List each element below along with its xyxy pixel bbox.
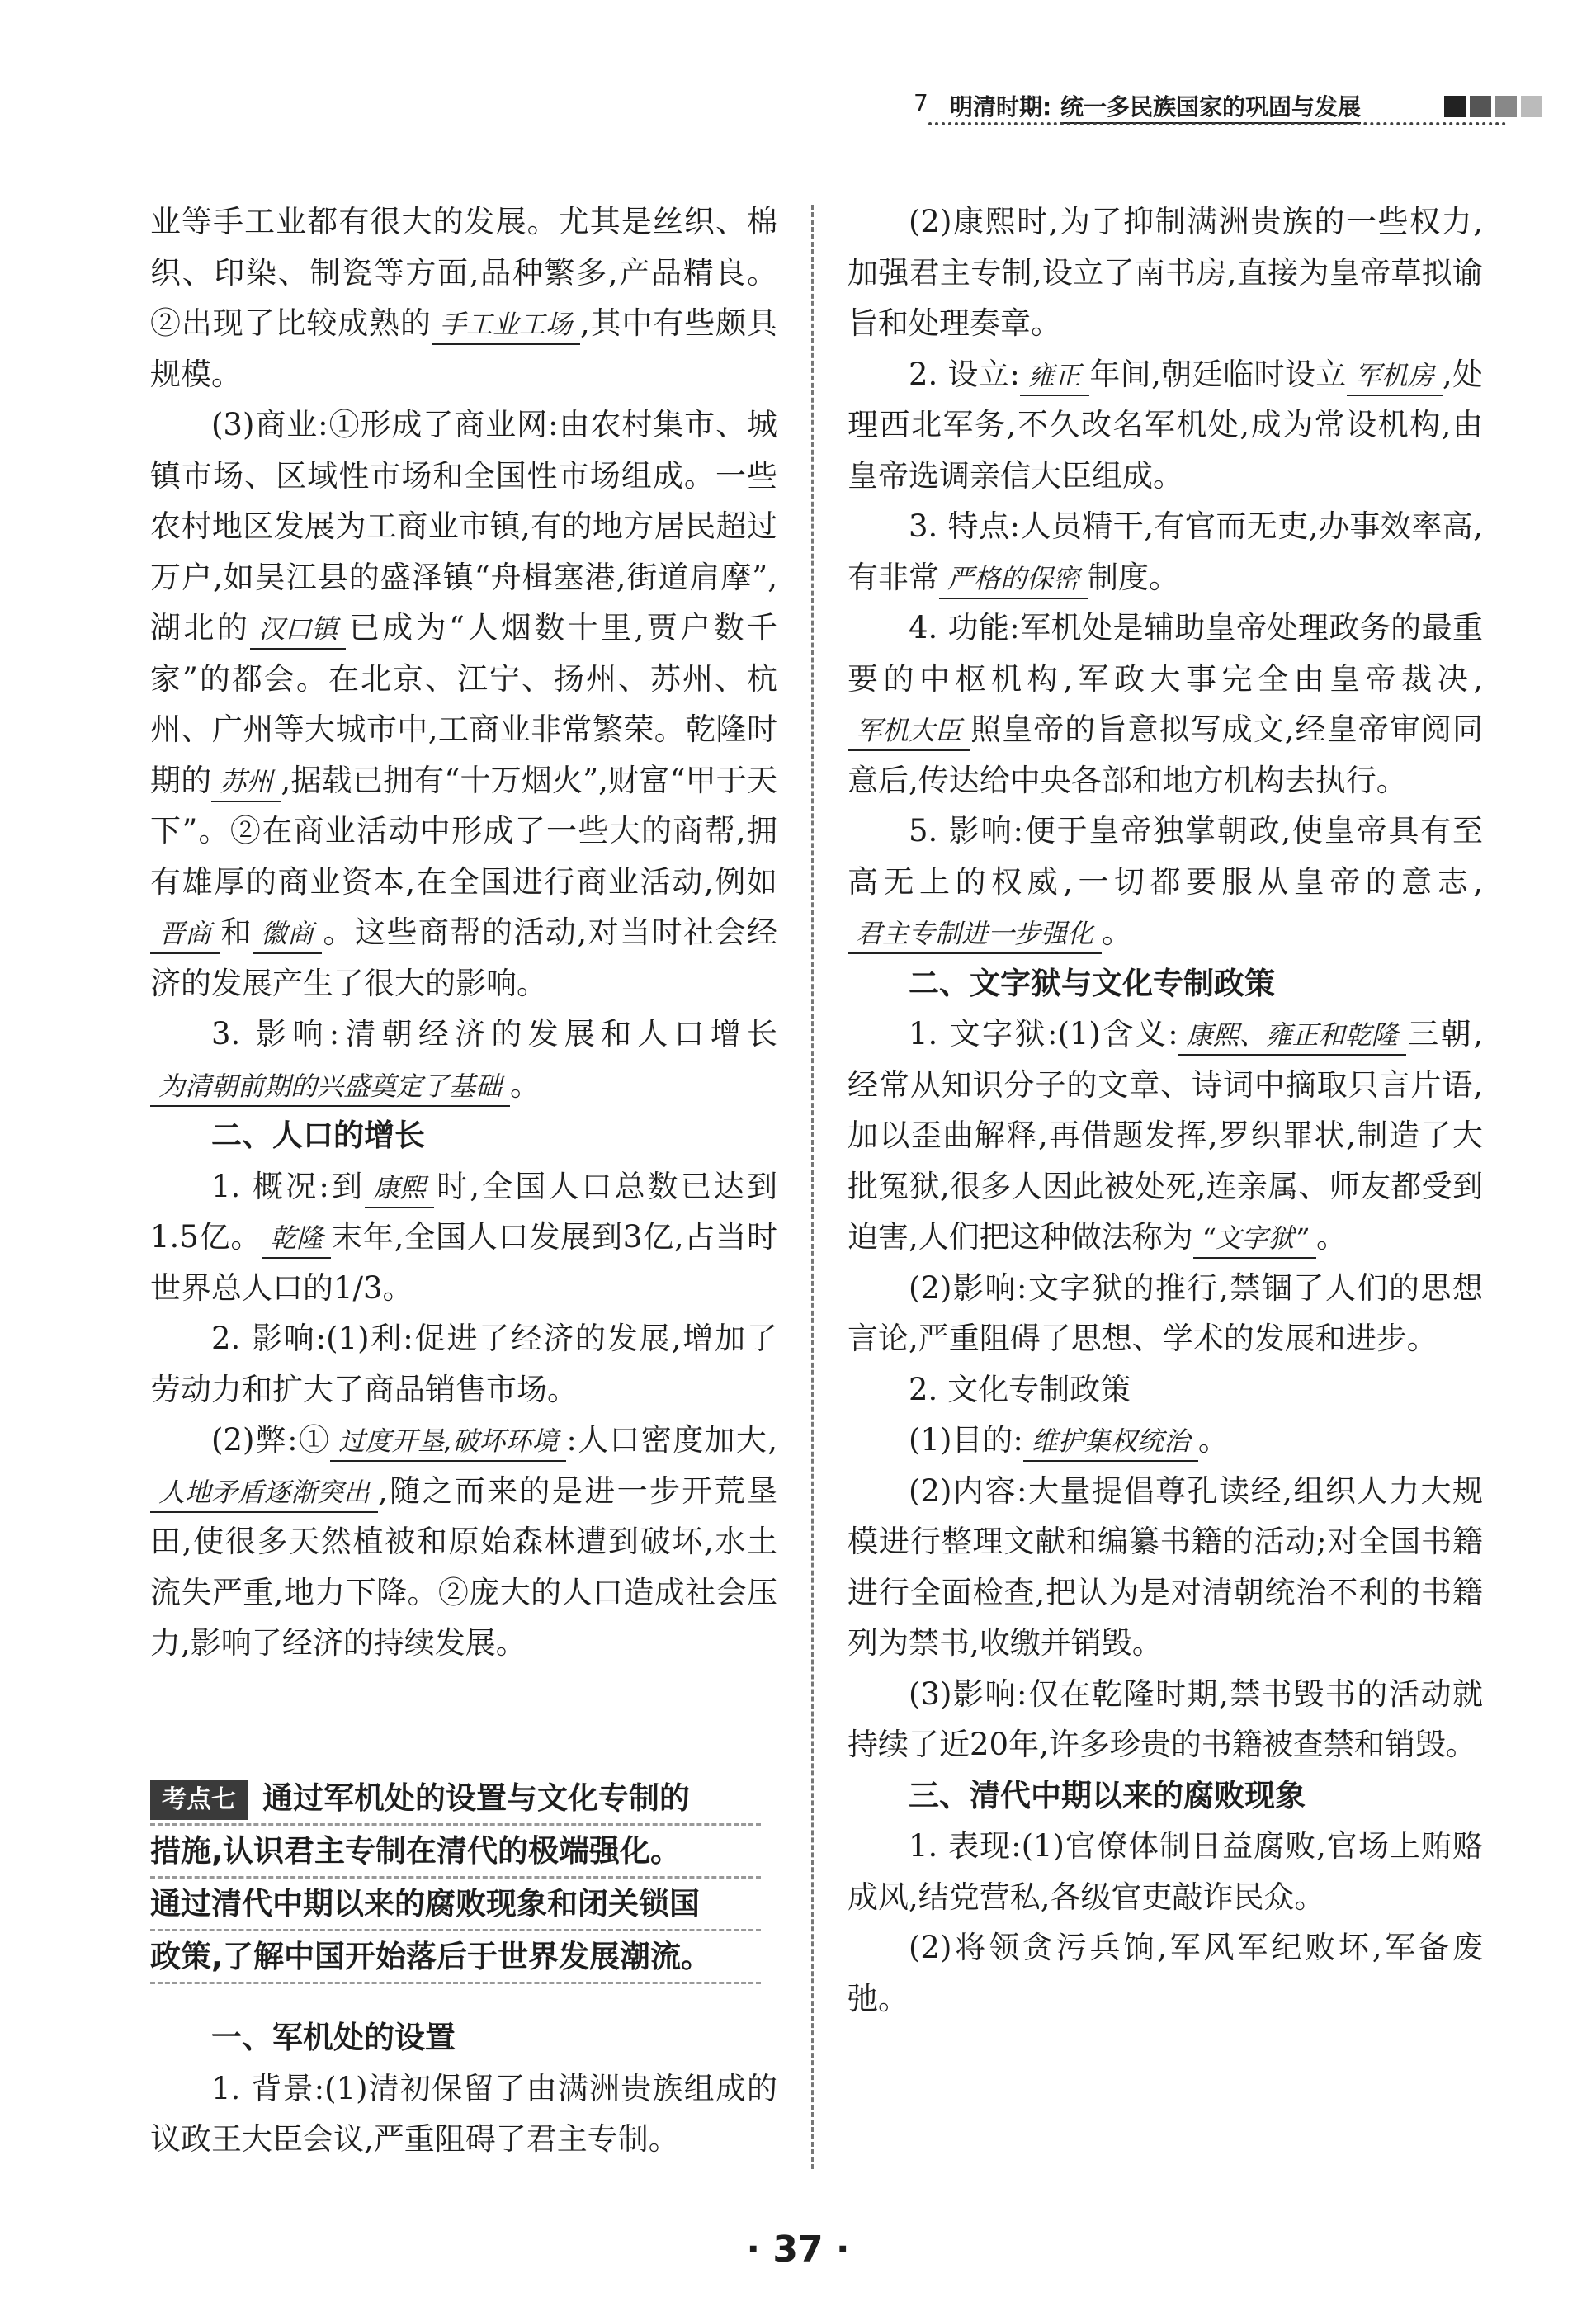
kaodian-tag: 考点七 [150, 1780, 248, 1820]
answer-blank: 军机大臣 [848, 711, 970, 751]
answer-blank: 徽商 [253, 915, 322, 954]
paragraph: 1. 背景:(1)清初保留了由满洲贵族组成的议政王大臣会议,严重阻碍了君主专制。 [150, 2070, 777, 2157]
answer-blank: 苏州 [211, 763, 281, 802]
decor-block [1521, 96, 1542, 117]
page-number: · 37 · [746, 2229, 850, 2271]
answer-blank: 康熙、雍正和乾隆 [1178, 1016, 1406, 1056]
left-column [150, 196, 777, 1669]
kaodian-line: 措施,认识君主专制在清代的极端强化。 [150, 1826, 761, 1879]
header-dotted-rule [928, 122, 1506, 125]
paragraph: 3. 特点:人员精干,有官而无吏,办事效率高,有非常 严格的保密 制度。 [848, 501, 1483, 603]
paragraph: 4. 功能:军机处是辅助皇帝处理政务的最重要的中枢机构,军政大事完全由皇帝裁决,军机大臣 照皇帝的旨意拟写成文,经皇帝审阅同意后,传达给中央各部和地方机构去执行。 [848, 610, 1483, 798]
answer-blank: 康熙 [365, 1169, 434, 1208]
paragraph: 1. 概况:到 康熙 时,全国人口总数已达到1.5亿。 乾隆 末年,全国人口发展到3亿,占当时世界总人口的1/3。 [150, 1168, 778, 1306]
paragraph: 1. 文字狱:(1)含义: 康熙、雍正和乾隆 三朝,经常从知识分子的文章、诗词中摘取只言片语,加以歪曲解释,再借题发挥,罗织罪状,制造了大批冤狱,很多人因此被处死,连亲属、师友都受到迫害,人们把这种做法称为 “文字狱” 。 [848, 1009, 1483, 1263]
decor-block [1495, 96, 1517, 117]
header-decor-blocks [1444, 96, 1546, 121]
kaodian-line: 政策,了解中国开始落后于世界发展潮流。 [150, 1931, 761, 1984]
paragraph: (1)目的: 维护集权统治 。 [848, 1415, 1483, 1466]
running-header [895, 89, 1547, 130]
paragraph: (2)康熙时,为了抑制满洲贵族的一些权力,加强君主专制,设立了南书房,直接为皇帝草拟谕旨和处理奏章。 [848, 204, 1483, 341]
answer-blank: 晋商 [150, 915, 220, 954]
chapter-number: 7 [914, 89, 928, 116]
answer-blank: 君主专制进一步强化 [848, 915, 1102, 954]
paragraph: 2. 设立: 雍正 年间,朝廷临时设立 军机房 ,处理西北军务,不久改名军机处,成为常设机构,由皇帝选调亲信大臣组成。 [848, 356, 1483, 494]
section-heading: 一、军机处的设置 [211, 2020, 456, 2055]
section-heading: 二、文字狱与文化专制政策 [909, 965, 1275, 1001]
paragraph: 业等手工业都有很大的发展。尤其是丝织、棉织、印染、制瓷等方面,品种繁多,产品精良。②出现了比较成熟的 手工业工场 ,其中有些颇具规模。 [150, 204, 778, 392]
answer-blank: 手工业工场 [432, 305, 580, 345]
paragraph: 3. 影响:清朝经济的发展和人口增长为清朝前期的兴盛奠定了基础 。 [150, 1009, 777, 1110]
column-divider [811, 205, 814, 2169]
paragraph: (2)内容:大量提倡尊孔读经,组织人力大规模进行整理文献和编纂书籍的活动;对全国书籍进行全面检查,把认为是对清朝统治不利的书籍列为禁书,收缴并销毁。 [848, 1472, 1483, 1661]
paragraph: (2)影响:文字狱的推行,禁锢了人们的思想言论,严重阻碍了思想、学术的发展和进步。 [848, 1269, 1483, 1356]
paragraph: 2. 影响:(1)利:促进了经济的发展,增加了劳动力和扩大了商品销售市场。 [150, 1321, 777, 1407]
paragraph: (2)将领贪污兵饷,军风军纪败坏,军备废弛。 [848, 1930, 1483, 2016]
paragraph: 5. 影响:便于皇帝独掌朝政,使皇帝具有至高无上的权威,一切都要服从皇帝的意志,君主专制进一步强化 。 [848, 806, 1483, 958]
answer-blank: 严格的保密 [939, 560, 1088, 599]
paragraph: 1. 表现:(1)官僚体制日益腐败,官场上贿赂成风,结党营私,各级官吏敲诈民众。 [848, 1828, 1483, 1915]
kaodian-content [150, 2012, 777, 2165]
answer-blank: 维护集权统治 [1023, 1422, 1198, 1462]
answer-blank: 军机房 [1347, 357, 1443, 396]
decor-block [1470, 96, 1491, 117]
answer-blank: 为清朝前期的兴盛奠定了基础 [150, 1067, 510, 1107]
section-heading: 二、人口的增长 [211, 1118, 425, 1153]
answer-blank: 汉口镇 [250, 610, 346, 650]
kaodian-line: 通过清代中期以来的腐败现象和闭关锁国 [150, 1879, 761, 1931]
paragraph: (3)商业:①形成了商业网:由农村集市、城镇市场、区域性市场和全国性市场组成。一些农村地区发展为工商业市镇,有的地方居民超过万户,如吴江县的盛泽镇“舟楫塞港,街道肩摩”,湖北的 汉口镇 已成为“人烟数十里,贾户数千家”的都会。在北京、江宁、扬州、苏州、杭州、广州等大城市中,工商业非常繁荣。乾隆时期的 苏州 ,据载已拥有“十万烟火”,财富“甲于天下”。②在商业活动中形成了一些大的商帮,拥有雄厚的商业资本,在全国进行商业活动,例如晋商 和 徽商 。这些商帮的活动,对当时社会经济的发展产生了很大的影响。 [150, 407, 777, 1001]
answer-blank: 过度开垦,破坏环境 [330, 1422, 566, 1462]
answer-blank: 人地矛盾逐渐突出 [150, 1473, 378, 1513]
decor-block [1444, 96, 1466, 117]
paragraph: 2. 文化专制政策 [909, 1371, 1131, 1407]
section-heading: 三、清代中期以来的腐败现象 [909, 1777, 1306, 1813]
paragraph: (3)影响:仅在乾隆时期,禁书毁书的活动就持续了近20年,许多珍贵的书籍被查禁和销毁。 [848, 1676, 1483, 1762]
answer-blank: 雍正 [1020, 357, 1089, 396]
paragraph: (2)弊:① 过度开垦,破坏环境 :人口密度加大,人地矛盾逐渐突出 ,随之而来的是进一步开荒垦田,使很多天然植被和原始森林遭到破坏,水土流失严重,地力下降。②庞大的人口造成社会压力,影响了经济的持续发展。 [150, 1422, 777, 1661]
answer-blank: 乾隆 [262, 1219, 331, 1259]
answer-blank: “文字狱” [1193, 1219, 1316, 1259]
kaodian-box [150, 1773, 777, 2157]
right-column [848, 196, 1483, 2024]
chapter-theme: 统一多民族国家的巩固与发展 [1060, 89, 1361, 124]
chapter-period: 明清时期: [950, 93, 1052, 121]
kaodian-line: 考点七 通过军机处的设置与文化专制的 [150, 1773, 761, 1826]
